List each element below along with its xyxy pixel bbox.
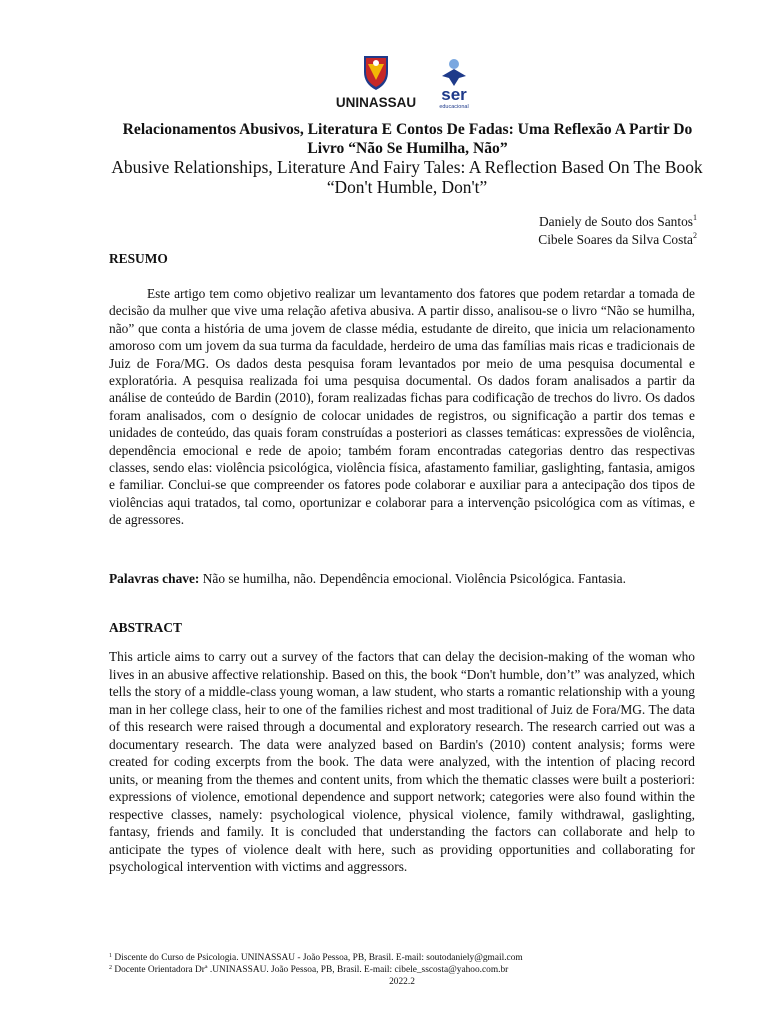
title-english: Abusive Relationships, Literature And Fairy Tales: A Reflection Based On The Book “Don't Humble, Don't” [111,157,703,197]
footnote-text: Docente Orientadora Drª .UNINASSAU. João Pessoa, PB, Brasil. E-mail: cibele_sscosta@yahoo.com.br [112,965,509,975]
resumo-paragraph: Este artigo tem como objetivo realizar um levantamento dos fatores que podem retardar a tomada de decisão da mulher que vive uma relação afetiva abusiva. A partir disso, analisou-se o livro “Não se humilha, não” que conta a história de uma jovem de classe média, estudante de direito, que inicia um relacionamento amoroso com um jovem da sua turma da faculdade, herdeiro de uma das famílias mais ricas e tradicionais de Juiz de Fora/MG. Os dados desta pesquisa foram levantados por meio de uma pesquisa documental e exploratória. A pesquisa realizada foi uma pesquisa documental. Os dados foram analisados a partir da análise de conteúdo de Bardin (2010), foram realizadas fichas para codificação de trechos do livro. Os dados foram analisados, com o desígnio de colocar unidades de registros, ou significação a partir dos temas e unidades de conteúdo, das quais foram construídas a posteriori as classes temáticas: expressões de violência, dependência emocional e rede de apoio; também foram encontradas categorias dentro das respectivas classes, sendo elas: violência psicológica, violência física, afastamento familiar, gaslighting, fantasia, amigos e familiar. Conclui-se que compreender os fatores pode colaborar e auxiliar para a antecipação dos tipos de violências aqui tratados, tal como, oportunizar e colaborar para a intervenção psicológica com as vítimas, e de agressores. [109,286,695,528]
resumo-heading: RESUMO [109,251,168,266]
footer-year: 2022.2 [389,977,415,987]
footnote-mark: 2 [109,965,112,971]
uninassau-logo [330,54,422,112]
keywords-text: Não se humilha, não. Dependência emocional. Violência Psicológica. Fantasia. [199,571,626,586]
author-line [538,213,697,231]
author-line [538,231,697,249]
footnote-mark: 1 [109,953,112,959]
abstract-heading: ABSTRACT [109,620,182,635]
keywords-paragraph [109,570,695,587]
ser-educacional-logo [432,56,476,110]
footnote-text: Discente do Curso de Psicologia. UNINASSAU - João Pessoa, PB, Brasil. E-mail: soutodaniely@gmail.com [112,953,523,963]
title-portuguese: Relacionamentos Abusivos, Literatura E Contos De Fadas: Uma Reflexão A Partir Do Livro “Não Se Humilha, Não” [122,121,693,157]
author-footnote-mark: 2 [693,230,697,240]
abstract-paragraph: This article aims to carry out a survey of the factors that can delay the decision-making of the woman who lives in an abusive affective relationship. Based on this, the book “Don't humble, don’t” was analyzed, which tells the story of a middle-class young woman, a law student, who starts a romantic relationship with a young man in her college class, heir to one of the families richest and most traditional of Juiz de Fora/MG. The data of this research were raised through a documental and exploratory research. The research carried out was a documentary research. The data were analyzed based on Bardin's (2010) content analysis; forms were created for coding excerpts from the book. The data were analyzed, with the intention of placing record units, or meaning from the themes and content units, from which the thematic classes were built a posteriori: expressions of violence, emotional dependence and support network; categories were also found within the respective classes, namely: psychological violence, physical violence, family withdrawal, gaslighting, fantasy, friends and family. It is concluded that understanding the factors can collaborate and help to anticipate the types of violence dealt with here, such as providing opportunities and collaborating for psychological intervention with victims and aggressors. [109,649,695,874]
author-name: Cibele Soares da Silva Costa [538,231,693,247]
keywords-label: Palavras chave: [109,571,200,586]
footnote [109,964,695,976]
author-footnote-mark: 1 [693,213,697,222]
author-name: Daniely de Souto dos Santos [539,214,693,229]
footnote [109,952,695,964]
ser-wordmark: ser [441,85,467,104]
author-list [538,213,697,248]
footnotes [109,952,695,988]
uninassau-wordmark: UNINASSAU [335,95,417,110]
header-logos [330,54,480,112]
ser-subtitle: educacional [439,104,469,110]
